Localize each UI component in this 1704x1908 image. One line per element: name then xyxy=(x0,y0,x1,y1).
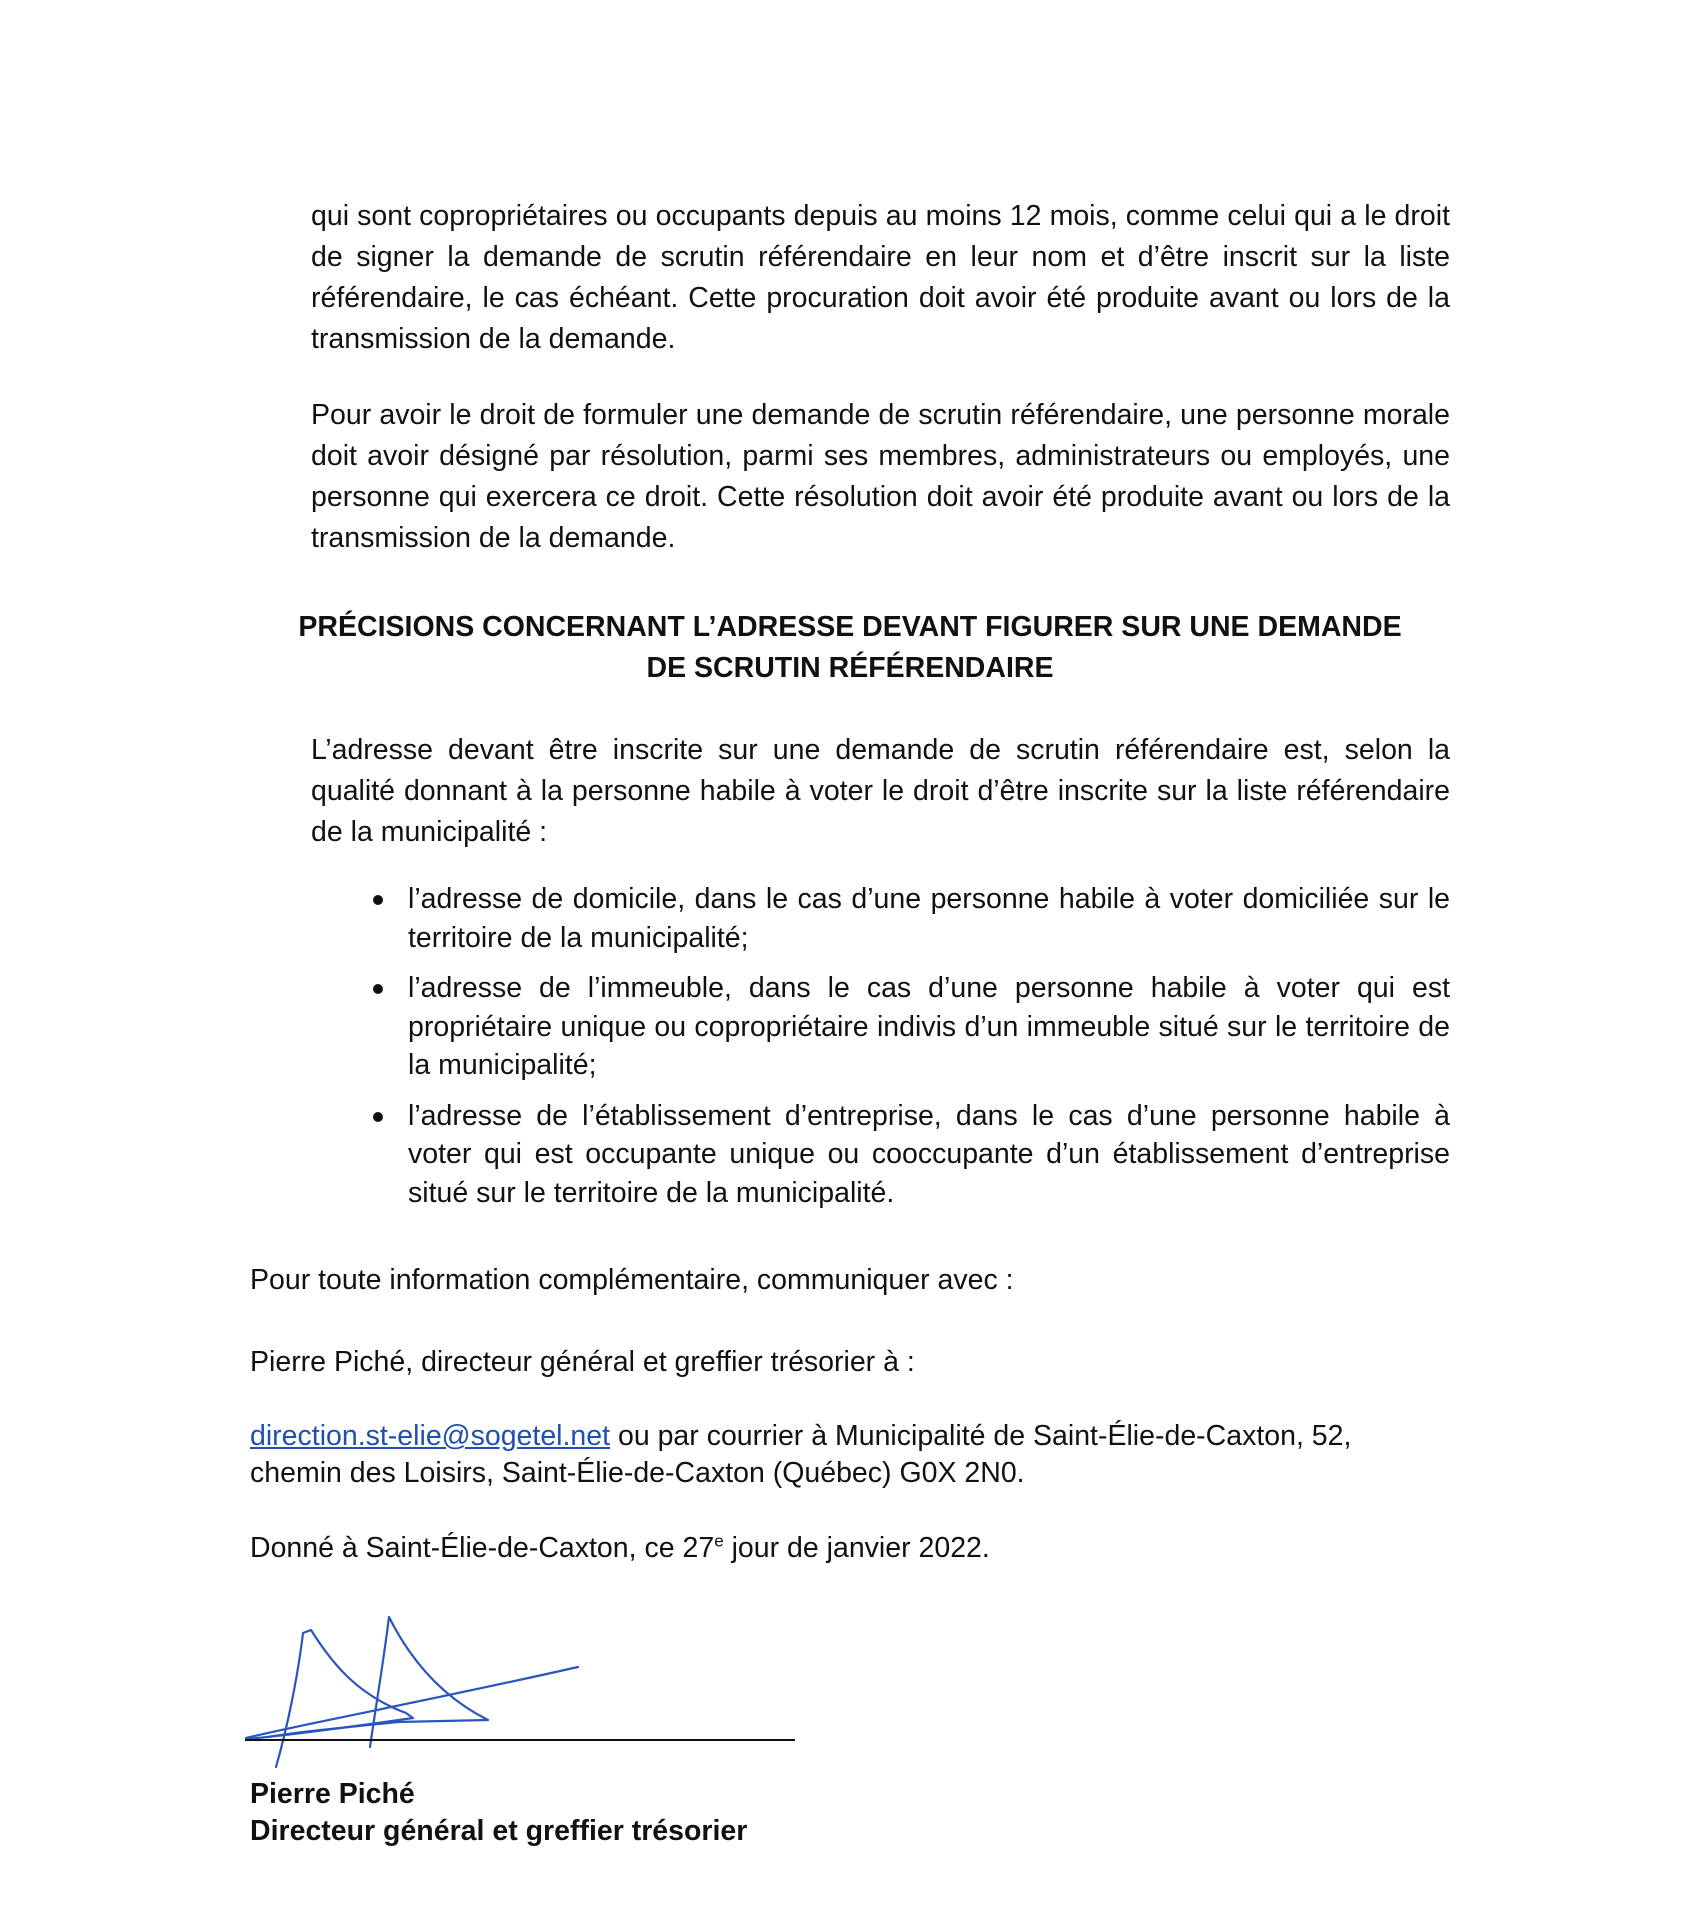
bullet-item xyxy=(311,1097,1450,1213)
bullet-text: l’adresse de domicile, dans le cas d’une personne habile à voter domiciliée sur le territoire de la municipalité; xyxy=(408,883,1450,954)
section-heading-line-1: PRÉCISIONS CONCERNANT L’ADRESSE DEVANT FIGURER SUR UNE DEMANDE xyxy=(298,611,1402,643)
given-superscript: e xyxy=(714,1531,724,1551)
address-line-2: chemin des Loisirs, Saint-Élie-de-Caxton (Québec) G0X 2N0. xyxy=(250,1457,1025,1489)
section-heading-line-2: DE SCRUTIN RÉFÉRENDAIRE xyxy=(646,652,1054,684)
contact-intro: Pour toute information complémentaire, communiquer avec : xyxy=(250,1264,1014,1296)
bullet-icon xyxy=(373,895,383,905)
given-prefix: Donné à Saint-Élie-de-Caxton, ce 27 xyxy=(250,1532,715,1564)
paragraph-address-intro: L’adresse devant être inscrite sur une demande de scrutin référendaire est, selon la qualité donnant à la personne habile à voter le droit d’être inscrite sur la liste référendaire de la municipalité : xyxy=(311,734,1450,848)
bullet-icon xyxy=(373,984,383,994)
handwritten-signature xyxy=(238,1605,598,1785)
email-link[interactable]: direction.st-elie@sogetel.net xyxy=(250,1420,611,1452)
signature-line xyxy=(245,1739,795,1741)
bullet-text: l’adresse de l’immeuble, dans le cas d’une personne habile à voter qui est propriétaire unique ou copropriétaire indivis d’un immeuble situé sur le territoire de la municipalité; xyxy=(408,972,1450,1081)
contact-address xyxy=(250,1418,1450,1492)
address-bullet-list xyxy=(311,880,1450,1224)
bullet-icon xyxy=(373,1112,383,1122)
given-date xyxy=(250,1528,1450,1569)
signatory-name: Pierre Piché xyxy=(250,1778,415,1810)
signature-stroke xyxy=(268,1617,488,1747)
paragraph-legal-person: Pour avoir le droit de formuler une demande de scrutin référendaire, une personne morale doit avoir désigné par résolution, parmi ses membres, administrateurs ou employés, une personne qui exercera ce droit. Cette résolution doit avoir été produite avant ou lors de la transmission de la demande. xyxy=(311,399,1450,554)
bullet-text: l’adresse de l’établissement d’entreprise, dans le cas d’une personne habile à voter qui est occupante unique ou cooccupante d’un établissement d’entreprise situé sur le territoire de la municipalité. xyxy=(408,1099,1450,1209)
bullet-item xyxy=(311,969,1450,1085)
signatory-title: Directeur général et greffier trésorier xyxy=(250,1815,748,1847)
paragraph-proxy-signing: qui sont copropriétaires ou occupants depuis au moins 12 mois, comme celui qui a le droit de signer la demande de scrutin référendaire en leur nom et d’être inscrit sur la liste référendaire, le cas échéant. Cette procuration doit avoir été produite avant ou lors de la transmission de la demande. xyxy=(311,200,1450,355)
bullet-item xyxy=(311,880,1450,957)
address-line-1: ou par courrier à Municipalité de Saint-Élie-de-Caxton, 52, xyxy=(610,1420,1352,1452)
given-suffix: jour de janvier 2022. xyxy=(723,1532,990,1564)
contact-person: Pierre Piché, directeur général et greffier trésorier à : xyxy=(250,1346,915,1378)
signature-stroke xyxy=(248,1630,413,1767)
